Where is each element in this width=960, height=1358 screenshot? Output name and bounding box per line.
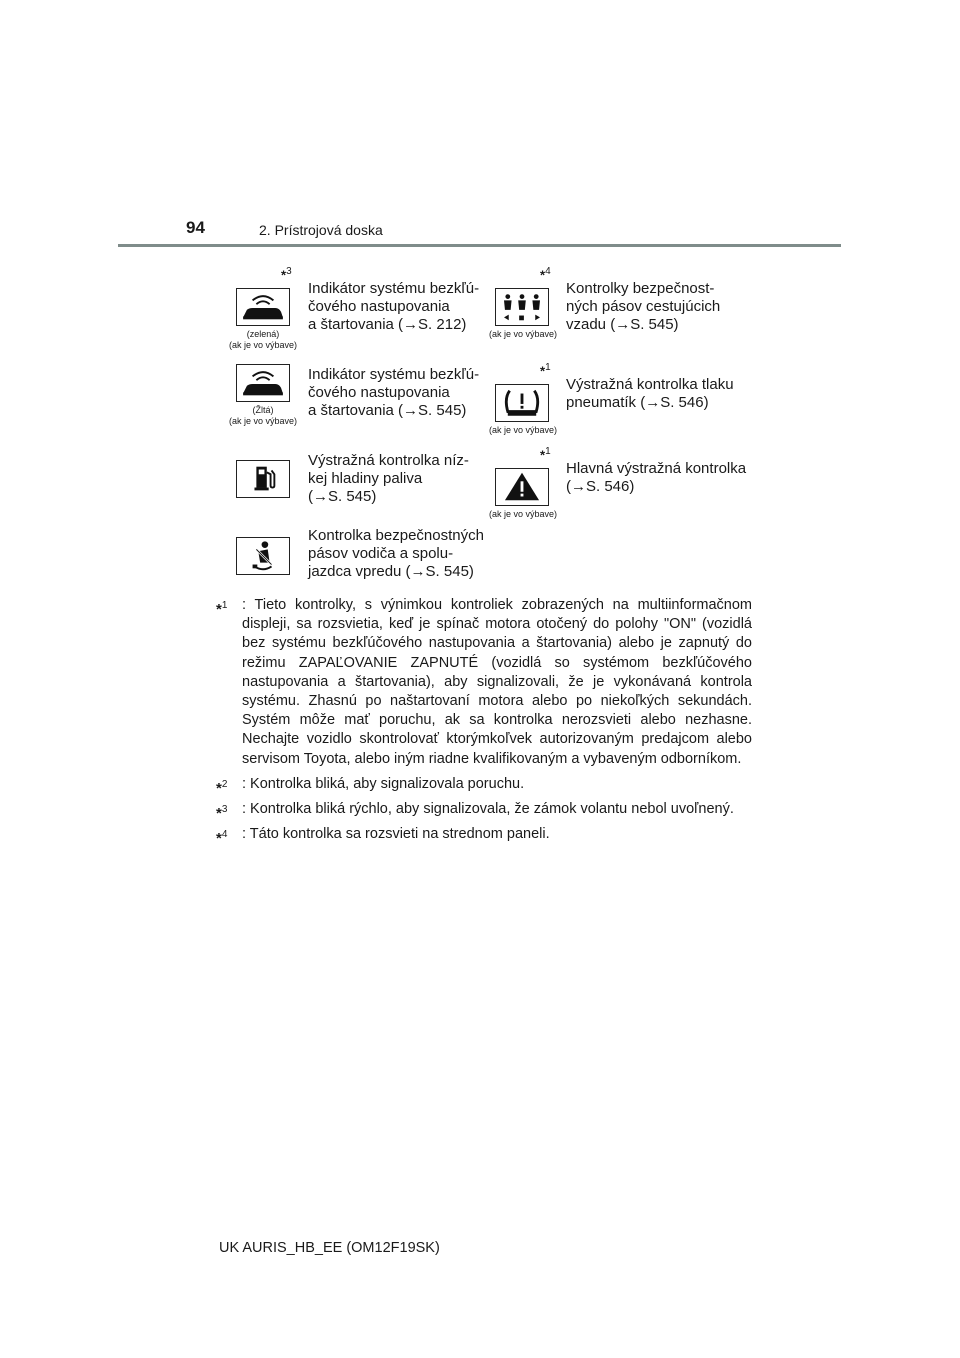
seatbelt-icon	[236, 537, 290, 575]
smart-key-icon	[236, 364, 290, 402]
icon-caption: (zelená) (ak je vo výbave)	[228, 329, 298, 350]
footnote-text: : Kontrolka bliká rýchlo, aby signalizovala, že zámok volantu nebol uvoľnený.	[242, 801, 734, 818]
indicator-description: Kontrolka bezpečnostných pásov vodiča a spolu- jazdca vpredu (→S. 545)	[308, 527, 484, 580]
page-number: 94	[186, 218, 205, 237]
smart-key-icon	[236, 288, 290, 326]
footnote-text: : Tieto kontrolky, s výnimkou kontroliek zobrazených na multiinformačnom displeji, sa rozsvietia, keď je spínač motora otočený do polohy "ON" (vozidlá bez systému bezkľúčového nastupovania a štartovania) alebo je zapnutý do režimu ZAPAĽOVANIE ZAPNUTÉ (vozidlá so systémom bezkľúčového nastupovania a štartovania), aby signalizovali, že je vykonávaná kontrola systému. Zhasnú po naštartovaní motora alebo po niekoľkých sekundách. Systém môže mať poruchu, ak sa kontrolka nerozsvieti alebo nezhasne. Nechajte vozidlo skontrolovať ktorýmkoľvek autorizovaným predajcom alebo servisom Toyota, alebo iným riadne kvalifikovaným a vybaveným odborníkom.	[242, 597, 752, 767]
warning-triangle-icon	[495, 468, 549, 506]
footnote-marker: $*_1$	[540, 362, 551, 379]
footnote-1	[216, 596, 752, 769]
footnote-3	[216, 800, 752, 823]
footnote-marker: $*_2$	[216, 778, 228, 797]
footnotes	[216, 596, 752, 850]
footnote-text: : Táto kontrolka sa rozsvieti na strednom paneli.	[242, 826, 550, 843]
indicator-description: Výstražná kontrolka tlaku pneumatík (→S. 546)	[566, 376, 734, 411]
footnote-marker: $*_3$	[216, 804, 228, 823]
indicator-description: Hlavná výstražná kontrolka (→S. 546)	[566, 460, 747, 495]
indicator-description: Indikátor systému bezkľú- čového nastupovania a štartovania (→S. 212)	[308, 280, 480, 333]
tire-pressure-icon	[495, 384, 549, 422]
section-title: 2. Prístrojová doska	[259, 222, 383, 238]
footnote-4	[216, 825, 752, 848]
indicator-description: Indikátor systému bezkľú- čového nastupovania a štartovania (→S. 545)	[308, 366, 480, 419]
footnote-marker: $*_4$	[216, 829, 228, 848]
footnote-marker: $*_1$	[540, 446, 551, 463]
footnote-2	[216, 775, 752, 797]
header-rule	[118, 244, 841, 247]
rear-seatbelt-icon	[495, 288, 549, 326]
icon-caption: (Žltá) (ak je vo výbave)	[228, 405, 298, 426]
icon-caption: (ak je vo výbave)	[488, 329, 558, 339]
footnote-text: : Kontrolka bliká, aby signalizovala poruchu.	[242, 775, 525, 792]
footnote-marker: $*_1$	[216, 600, 228, 618]
footnote-marker: $*_4$	[540, 266, 551, 283]
icon-caption: (ak je vo výbave)	[488, 509, 558, 519]
indicator-description: Kontrolky bezpečnost- ných pásov cestujúcich vzadu (→S. 545)	[566, 280, 721, 333]
fuel-pump-icon	[236, 460, 290, 498]
indicator-description: Výstražná kontrolka níz- kej hladiny paliva (→S. 545)	[308, 452, 469, 505]
footnote-marker: $*_3$	[281, 266, 292, 283]
document-code: UK AURIS_HB_EE (OM12F19SK)	[219, 1240, 440, 1256]
icon-caption: (ak je vo výbave)	[488, 425, 558, 435]
